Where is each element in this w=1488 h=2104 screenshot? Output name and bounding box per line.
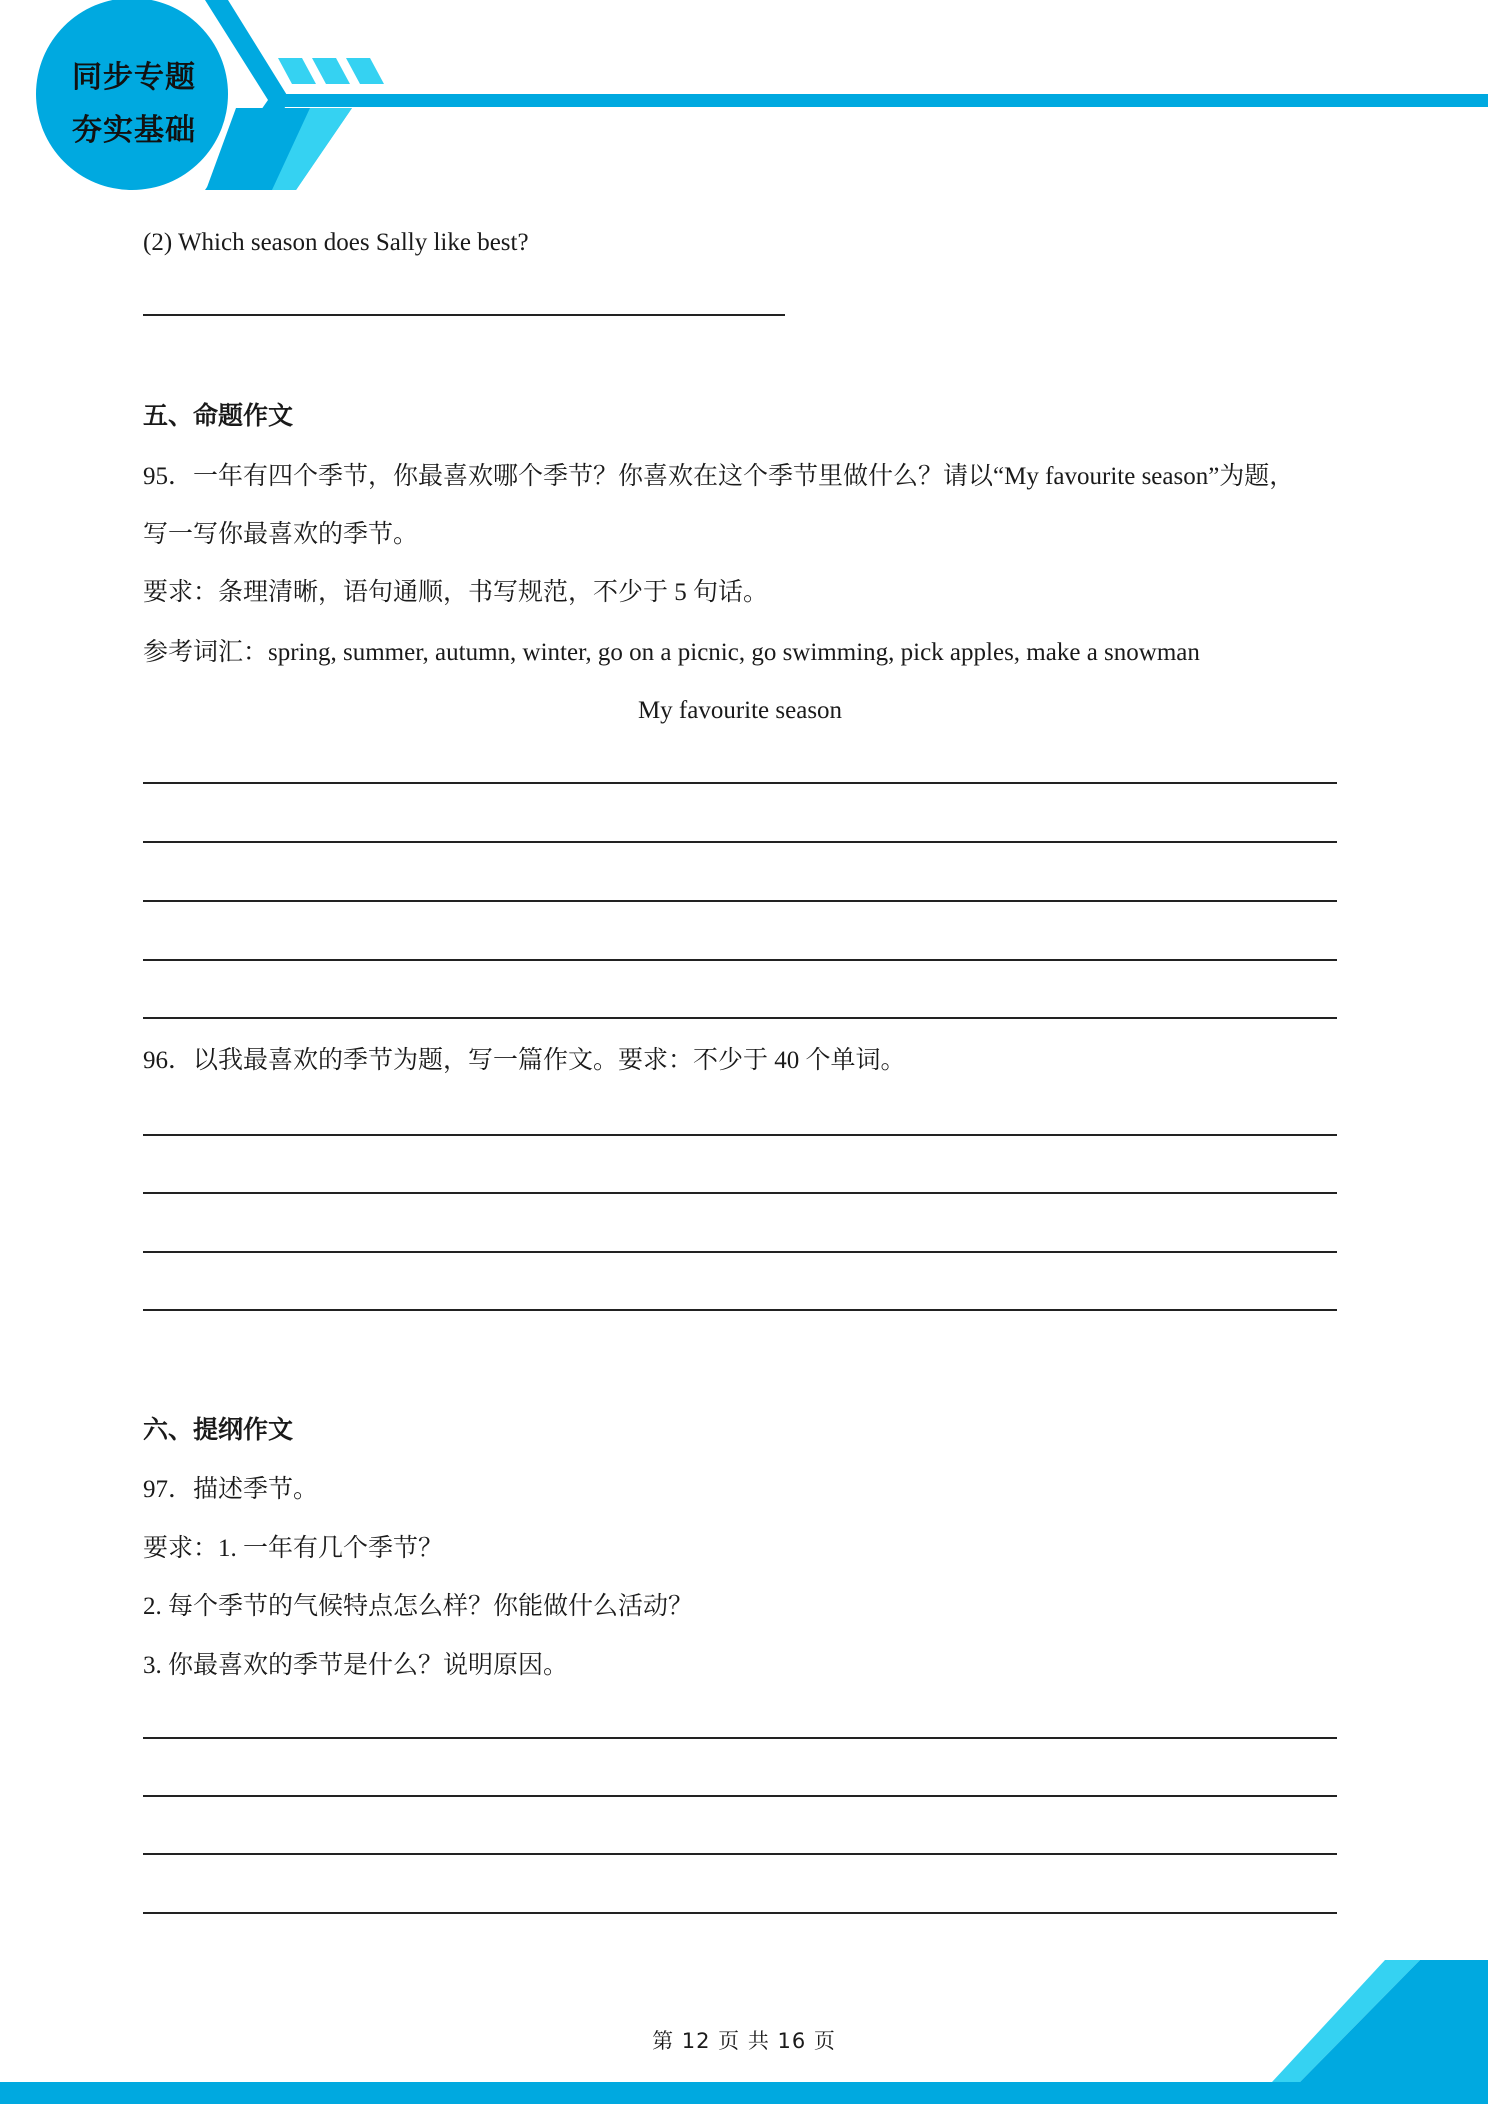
header-decoration bbox=[0, 0, 1488, 200]
question-96: 96．以我最喜欢的季节为题，写一篇作文。要求：不少于 40 个单词。 bbox=[143, 1047, 906, 1074]
question-97: 97．描述季节。 bbox=[143, 1476, 319, 1503]
header-stripe bbox=[278, 58, 316, 84]
page-number: 第 12 页 共 16 页 bbox=[652, 2029, 836, 2053]
writing-line[interactable] bbox=[143, 1309, 1337, 1311]
section-6-heading: 六、提纲作文 bbox=[143, 1417, 294, 1444]
question-95-line-2: 写一写你最喜欢的季节。 bbox=[143, 521, 419, 548]
footer-bar bbox=[0, 2082, 1488, 2104]
question-95-vocabulary: 参考词汇：spring, summer, autumn, winter, go on a picnic, go swimming, pick apples, make a snowman bbox=[143, 639, 1200, 666]
writing-line[interactable] bbox=[143, 1912, 1337, 1914]
writing-line[interactable] bbox=[143, 1017, 1337, 1019]
writing-line[interactable] bbox=[143, 782, 1337, 784]
question-95-requirement: 要求：条理清晰，语句通顺，书写规范，不少于 5 句话。 bbox=[143, 579, 769, 606]
writing-line[interactable] bbox=[143, 1134, 1337, 1136]
writing-line[interactable] bbox=[143, 1251, 1337, 1253]
badge-line-2: 夯实基础 bbox=[72, 113, 196, 148]
header-stripe bbox=[312, 58, 350, 84]
header-bar bbox=[270, 94, 1488, 107]
question-97-requirement-1: 要求：1. 一年有几个季节？ bbox=[143, 1535, 444, 1562]
question-97-requirement-2: 2. 每个季节的气候特点怎么样？你能做什么活动？ bbox=[143, 1593, 694, 1620]
question-97-requirement-3: 3. 你最喜欢的季节是什么？说明原因。 bbox=[143, 1652, 569, 1679]
section-5-heading: 五、命题作文 bbox=[143, 403, 294, 430]
question-95-line-1: 95．一年有四个季节，你最喜欢哪个季节？你喜欢在这个季节里做什么？请以“My favourite season”为题， bbox=[143, 463, 1295, 490]
badge-line-1: 同步专题 bbox=[72, 60, 196, 95]
answer-line[interactable] bbox=[143, 314, 785, 316]
header-stripe bbox=[346, 58, 384, 84]
writing-line[interactable] bbox=[143, 1853, 1337, 1855]
writing-line[interactable] bbox=[143, 841, 1337, 843]
writing-line[interactable] bbox=[143, 900, 1337, 902]
writing-line[interactable] bbox=[143, 1795, 1337, 1797]
writing-line[interactable] bbox=[143, 1737, 1337, 1739]
question-2-prompt: (2) Which season does Sally like best? bbox=[143, 229, 529, 256]
essay-title: My favourite season bbox=[637, 697, 843, 724]
writing-line[interactable] bbox=[143, 1192, 1337, 1194]
writing-line[interactable] bbox=[143, 959, 1337, 961]
